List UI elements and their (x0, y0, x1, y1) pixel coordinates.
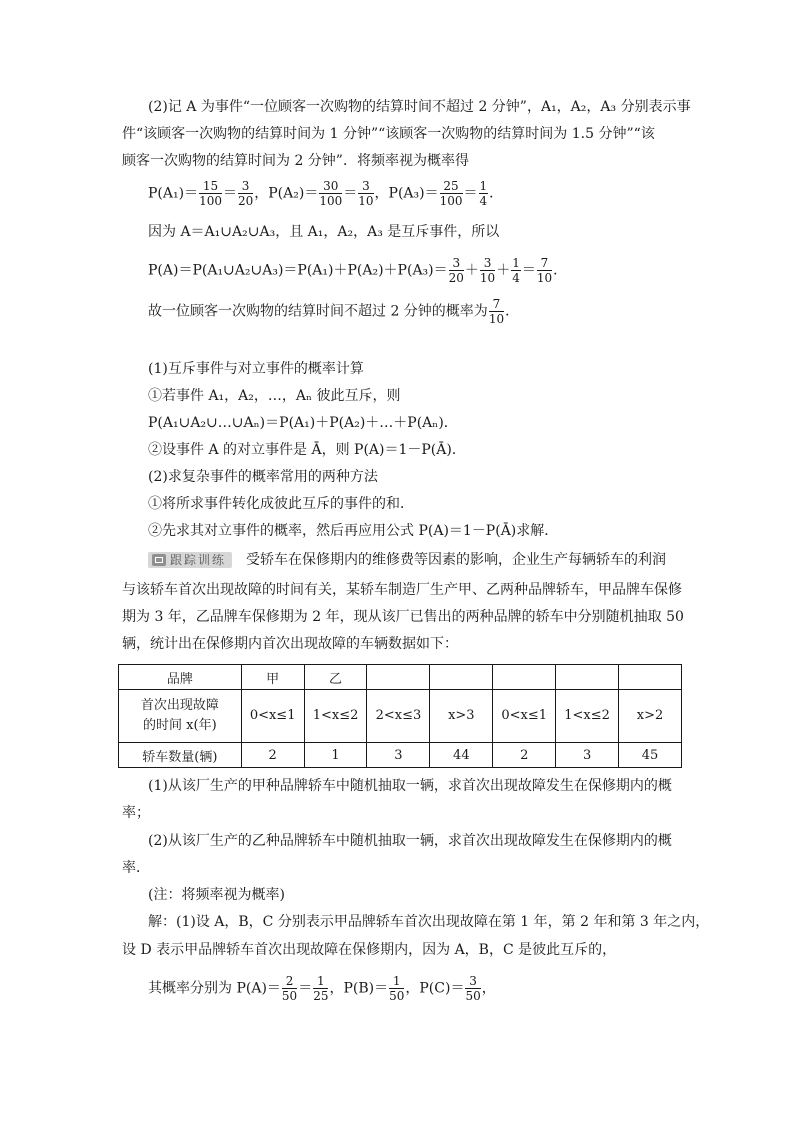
fraction (389, 975, 404, 1002)
fraction (465, 975, 480, 1002)
text: ，P(A₂)＝ (254, 185, 319, 202)
text: ． (505, 303, 520, 320)
table-cell (367, 665, 430, 690)
numerator: 1 (313, 975, 328, 989)
numerator: 15 (199, 180, 222, 194)
solution-probabilities-line (148, 975, 496, 1002)
conclusion-line (148, 298, 519, 325)
summary-line-3: P(A₁∪A₂∪…∪Aₙ)＝P(A₁)＋P(A₂)＋…＋P(Aₙ)． (148, 415, 458, 431)
denominator: 50 (465, 989, 481, 1003)
text: ． (489, 185, 504, 202)
fault-data-table (118, 664, 682, 768)
header-jia: 甲 (241, 665, 304, 690)
interval-cell: 0<x≤1 (241, 690, 304, 743)
numerator: 3 (465, 975, 480, 989)
numerator: 30 (319, 180, 342, 194)
count-cell: 3 (556, 743, 619, 768)
table-cell (556, 665, 619, 690)
summary-line-2: ①若事件 A₁，A₂，…，Aₙ 彼此互斥，则 (148, 388, 401, 404)
header-brand: 品牌 (119, 665, 242, 690)
numerator: 1 (389, 975, 404, 989)
table-row (119, 665, 682, 690)
count-cell: 1 (304, 743, 367, 768)
denominator: 20 (237, 194, 254, 208)
numerator: 3 (480, 257, 495, 271)
probability-sum-line (148, 257, 567, 284)
denominator: 4 (479, 194, 488, 208)
numerator: 7 (537, 257, 552, 271)
solution-part2-line-5: 因为 A＝A₁∪A₂∪A₃，且 A₁，A₂，A₃ 是互斥事件，所以 (148, 224, 500, 240)
fraction (319, 180, 342, 207)
text: ＝ (521, 262, 536, 279)
badge-label: 跟踪训练 (170, 553, 227, 567)
text: ，P(A₃)＝ (374, 185, 439, 202)
summary-line-5: (2)求复杂事件的概率常用的两种方法 (148, 469, 378, 485)
interval-cell: x>3 (430, 690, 493, 743)
exercise-line-2: 与该轿车首次出现故障的时间有关，某轿车制造厂生产甲、乙两种品牌轿车，甲品牌车保修 (122, 582, 682, 598)
table-row (119, 743, 682, 768)
solution-part2-line-2: 件“该顾客一次购物的结算时间为 1 分钟”“该顾客一次购物的结算时间为 1.5 分钟”“该 (122, 126, 655, 142)
denominator: 4 (512, 271, 520, 285)
numerator: 3 (238, 180, 253, 194)
numerator: 2 (282, 975, 297, 989)
question-1-line-1: (1)从该厂生产的甲种品牌轿车中随机抽取一辆，求首次出现故障发生在保修期内的概 (148, 778, 672, 794)
interval-cell: 2<x≤3 (367, 690, 430, 743)
solution-line-1: 解：(1)设 A，B，C 分别表示甲品牌轿车首次出现故障在第 1 年，第 2 年和第 3 年之内， (148, 914, 710, 930)
count-cell: 45 (619, 743, 682, 768)
practice-icon (152, 554, 166, 566)
summary-line-6: ①将所求事件转化成彼此互斥的事件的和． (148, 496, 414, 512)
text: ， (481, 980, 496, 997)
text: ＝ (343, 185, 358, 202)
text: ，P(B)＝ (329, 980, 389, 997)
interval-cell: 1<x≤2 (556, 690, 619, 743)
numerator: 25 (440, 180, 463, 194)
denominator: 25 (313, 989, 329, 1003)
time-label-cell (119, 690, 242, 743)
exercise-line-1: 受轿车在保修期内的维修费等因素的影响，企业生产每辆轿车的利润 (246, 552, 666, 568)
text: 其概率分别为 P(A)＝ (148, 980, 281, 997)
text: ． (553, 262, 568, 279)
fraction (313, 975, 328, 1002)
text: ＋ (496, 262, 511, 279)
denominator: 50 (389, 989, 405, 1003)
interval-cell: 1<x≤2 (304, 690, 367, 743)
denominator: 100 (199, 194, 222, 208)
fraction (199, 180, 222, 207)
text: P(A)＝P(A₁∪A₂∪A₃)＝P(A₁)＋P(A₂)＋P(A₃)＝ (148, 262, 448, 279)
probability-values-line (148, 180, 503, 207)
denominator: 10 (358, 194, 374, 208)
text: ＝ (222, 185, 237, 202)
interval-cell: 0<x≤1 (493, 690, 556, 743)
numerator: 3 (358, 180, 373, 194)
count-cell: 2 (493, 743, 556, 768)
note-line: (注：将频率视为概率) (148, 887, 285, 903)
text: ＝ (463, 185, 478, 202)
solution-line-2: 设 D 表示甲品牌轿车首次出现故障在保修期内，因为 A，B，C 是彼此互斥的， (122, 942, 617, 958)
denominator: 10 (536, 271, 553, 285)
time-label-line-2: 的时间 x(年) (143, 718, 217, 733)
interval-cell: x>2 (619, 690, 682, 743)
text: ＝ (298, 980, 313, 997)
numerator: 1 (512, 256, 520, 270)
numerator: 1 (479, 179, 488, 193)
fraction (358, 180, 373, 207)
numerator: 3 (449, 257, 464, 271)
fraction (440, 180, 463, 207)
denominator: 10 (488, 312, 505, 326)
text: 故一位顾客一次购物的结算时间不超过 2 分钟的概率为 (148, 303, 488, 320)
denominator: 100 (439, 194, 463, 208)
count-label-cell: 轿车数量(辆) (119, 743, 242, 768)
exercise-line-4: 辆，统计出在保修期内首次出现故障的车辆数据如下： (122, 636, 458, 652)
question-2-line-1: (2)从该厂生产的乙种品牌轿车中随机抽取一辆，求首次出现故障发生在保修期内的概 (148, 833, 672, 849)
question-2-line-2: 率． (122, 860, 150, 876)
denominator: 10 (479, 271, 496, 285)
table-cell (493, 665, 556, 690)
count-cell: 3 (367, 743, 430, 768)
numerator: 7 (489, 298, 504, 312)
count-cell: 44 (430, 743, 493, 768)
solution-part2-line-3: 顾客一次购物的结算时间为 2 分钟”．将频率视为概率得 (122, 153, 469, 169)
fraction (238, 180, 253, 207)
text: P(A₁)＝ (148, 185, 199, 202)
text: ，P(C)＝ (405, 980, 465, 997)
summary-line-7: ②先求其对立事件的概率，然后再应用公式 P(A)＝1－P(Ā)求解． (148, 523, 559, 539)
summary-line-1: (1)互斥事件与对立事件的概率计算 (148, 361, 364, 377)
exercise-line-3: 期为 3 年，乙品牌车保修期为 2 年，现从该厂已售出的两种品牌的轿车中分别随机抽取 50 (122, 609, 684, 625)
solution-part2-line-1: (2)记 A 为事件“一位顾客一次购物的结算时间不超过 2 分钟”，A₁，A₂，A₃ 分别表示事 (148, 99, 691, 115)
table-row (119, 690, 682, 743)
fraction (480, 257, 495, 284)
time-label-line-1: 首次出现故障 (140, 698, 219, 713)
header-yi: 乙 (304, 665, 367, 690)
fraction (537, 257, 552, 284)
text: ＋ (464, 262, 479, 279)
practice-badge (148, 550, 232, 570)
table-cell (619, 665, 682, 690)
table-cell (430, 665, 493, 690)
fraction (489, 298, 504, 325)
fraction (511, 257, 521, 284)
denominator: 50 (281, 989, 298, 1003)
count-cell: 2 (241, 743, 304, 768)
fraction (449, 257, 464, 284)
fraction (282, 975, 297, 1002)
question-1-line-2: 率； (122, 805, 150, 821)
denominator: 100 (319, 194, 343, 208)
summary-line-4: ②设事件 A 的对立事件是 Ā，则 P(A)＝1－P(Ā)． (148, 442, 466, 458)
denominator: 20 (448, 271, 464, 285)
fraction (479, 180, 489, 207)
